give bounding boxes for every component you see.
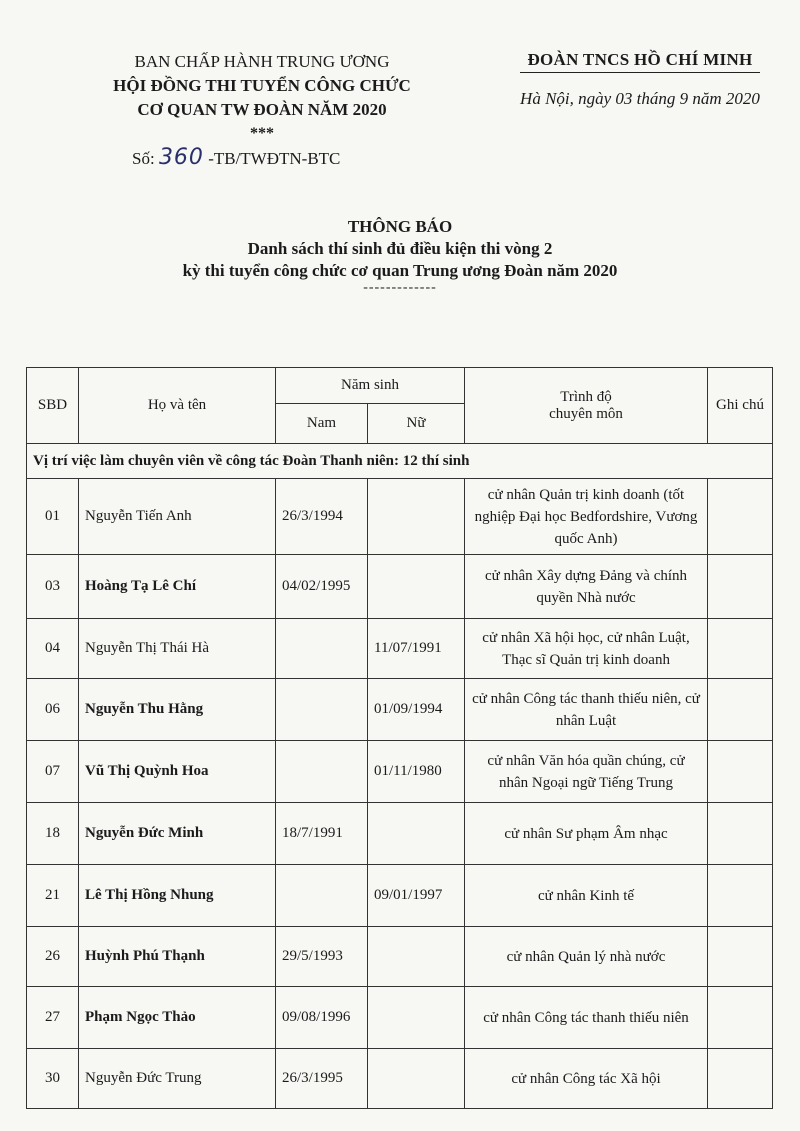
table-row	[27, 865, 773, 927]
title-divider: -------------	[363, 280, 437, 295]
notice-title	[100, 216, 700, 294]
cell-note	[708, 803, 773, 865]
separator-stars: ***	[250, 125, 274, 142]
cell-birth-male: 18/7/1991	[276, 803, 368, 865]
cell-qualification: cử nhân Công tác thanh thiếu niên	[465, 987, 708, 1049]
cell-birth-male: 29/5/1993	[276, 927, 368, 987]
cell-sbd: 04	[27, 619, 79, 679]
cell-birth-male: 26/3/1995	[276, 1049, 368, 1109]
doc-number-suffix: -TB/TWĐTN-BTC	[208, 149, 341, 168]
cell-birth-female	[368, 555, 465, 619]
cell-birth-female: 01/11/1980	[368, 741, 465, 803]
table-row	[27, 619, 773, 679]
cell-qualification: cử nhân Văn hóa quần chúng, cử nhân Ngoại ngữ Tiếng Trung	[465, 741, 708, 803]
table-row	[27, 479, 773, 555]
cell-qualification: cử nhân Quản lý nhà nước	[465, 927, 708, 987]
cell-name: Phạm Ngọc Thảo	[79, 987, 276, 1049]
cell-name: Nguyễn Thị Thái Hà	[79, 619, 276, 679]
document-number	[92, 146, 432, 171]
cell-birth-female: 11/07/1991	[368, 619, 465, 679]
cell-birth-female: 09/01/1997	[368, 865, 465, 927]
cell-note	[708, 679, 773, 741]
union-block	[500, 50, 780, 109]
cell-birth-male: 04/02/1995	[276, 555, 368, 619]
cell-sbd: 18	[27, 803, 79, 865]
cell-note	[708, 741, 773, 803]
title-line-2: Danh sách thí sinh đủ điều kiện thi vòng 2	[247, 239, 553, 258]
cell-note	[708, 927, 773, 987]
issuing-authority-block	[92, 50, 432, 171]
cell-birth-male: 26/3/1994	[276, 479, 368, 555]
cell-note	[708, 1049, 773, 1109]
cell-name: Nguyễn Đức Trung	[79, 1049, 276, 1109]
org-line-1: BAN CHẤP HÀNH TRUNG ƯƠNG	[134, 52, 390, 71]
cell-note	[708, 619, 773, 679]
cell-birth-male	[276, 619, 368, 679]
union-name: ĐOÀN TNCS HỒ CHÍ MINH	[527, 50, 753, 69]
union-underline	[520, 72, 760, 73]
table-row	[27, 927, 773, 987]
candidate-table	[26, 367, 773, 1109]
cell-sbd: 21	[27, 865, 79, 927]
title-line-1: THÔNG BÁO	[347, 217, 453, 236]
cell-name: Nguyễn Thu Hằng	[79, 679, 276, 741]
doc-number-handwritten: 360	[158, 145, 204, 170]
header-name: Họ và tên	[79, 368, 276, 444]
place-date: Hà Nội, ngày 03 tháng 9 năm 2020	[520, 89, 760, 108]
cell-name: Huỳnh Phú Thạnh	[79, 927, 276, 987]
header-male: Nam	[276, 404, 368, 444]
cell-qualification: cử nhân Xây dựng Đảng và chính quyền Nhà nước	[465, 555, 708, 619]
cell-qualification: cử nhân Quản trị kinh doanh (tốt nghiệp Đại học Bedfordshire, Vương quốc Anh)	[465, 479, 708, 555]
header-qualification-line1: Trình độ	[560, 388, 612, 405]
table-row	[27, 555, 773, 619]
cell-birth-female	[368, 479, 465, 555]
cell-sbd: 26	[27, 927, 79, 987]
section-title: Vị trí việc làm chuyên viên về công tác Đoàn Thanh niên: 12 thí sinh	[27, 444, 773, 479]
cell-birth-female: 01/09/1994	[368, 679, 465, 741]
cell-qualification: cử nhân Kinh tế	[465, 865, 708, 927]
cell-qualification: cử nhân Công tác Xã hội	[465, 1049, 708, 1109]
cell-birth-male	[276, 679, 368, 741]
cell-birth-female	[368, 987, 465, 1049]
cell-birth-male	[276, 865, 368, 927]
doc-number-prefix: Số:	[132, 149, 155, 168]
cell-qualification: cử nhân Xã hội học, cử nhân Luật, Thạc sĩ Quản trị kinh doanh	[465, 619, 708, 679]
table-row	[27, 803, 773, 865]
table-row	[27, 741, 773, 803]
cell-sbd: 27	[27, 987, 79, 1049]
cell-sbd: 01	[27, 479, 79, 555]
cell-name: Vũ Thị Quỳnh Hoa	[79, 741, 276, 803]
header-note: Ghi chú	[708, 368, 773, 444]
cell-birth-male	[276, 741, 368, 803]
org-line-3: CƠ QUAN TW ĐOÀN NĂM 2020	[137, 100, 387, 119]
table-row	[27, 1049, 773, 1109]
cell-name: Nguyễn Tiến Anh	[79, 479, 276, 555]
cell-sbd: 07	[27, 741, 79, 803]
header-qualification-line2: chuyên môn	[549, 405, 623, 422]
table-row	[27, 987, 773, 1049]
header-female: Nữ	[368, 404, 465, 444]
cell-birth-female	[368, 803, 465, 865]
cell-name: Nguyễn Đức Minh	[79, 803, 276, 865]
cell-note	[708, 987, 773, 1049]
cell-name: Lê Thị Hồng Nhung	[79, 865, 276, 927]
header-birth-year: Năm sinh	[276, 368, 465, 404]
header-qualification	[465, 368, 708, 444]
cell-qualification: cử nhân Sư phạm Âm nhạc	[465, 803, 708, 865]
cell-note	[708, 865, 773, 927]
cell-qualification: cử nhân Công tác thanh thiếu niên, cử nhân Luật	[465, 679, 708, 741]
cell-note	[708, 479, 773, 555]
cell-sbd: 06	[27, 679, 79, 741]
cell-sbd: 30	[27, 1049, 79, 1109]
title-line-3: kỳ thi tuyển công chức cơ quan Trung ương Đoàn năm 2020	[182, 261, 618, 280]
org-line-2: HỘI ĐỒNG THI TUYỂN CÔNG CHỨC	[113, 76, 411, 95]
cell-birth-male: 09/08/1996	[276, 987, 368, 1049]
cell-name: Hoàng Tạ Lê Chí	[79, 555, 276, 619]
cell-sbd: 03	[27, 555, 79, 619]
header-sbd: SBD	[27, 368, 79, 444]
table-row	[27, 679, 773, 741]
cell-note	[708, 555, 773, 619]
cell-birth-female	[368, 1049, 465, 1109]
cell-birth-female	[368, 927, 465, 987]
